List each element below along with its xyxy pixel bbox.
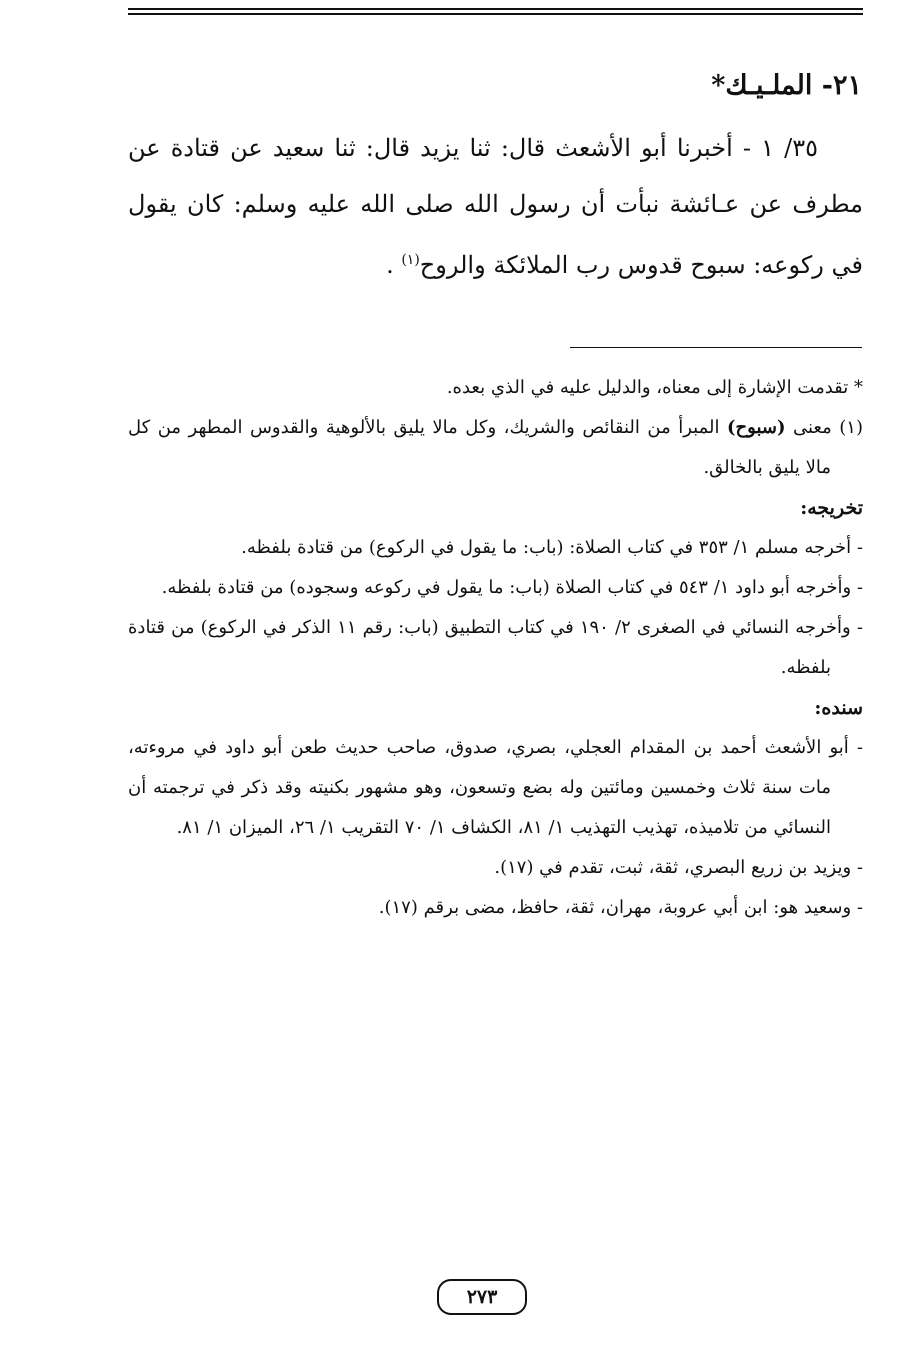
footnote-ref: (١) — [401, 252, 420, 268]
sanad-item: - ويزيد بن زريع البصري، ثقة، ثبت، تقدم في (١٧). — [494, 857, 863, 878]
hadith-end: . — [386, 251, 402, 279]
footnotes — [128, 368, 863, 928]
takhrij-item: - وأخرجه النسائي في الصغرى ٢/ ١٩٠ في كتاب التطبيق (باب: رقم ١١ الذكر في الركوع) من قتادة بلفظه. — [128, 617, 863, 678]
takhrij-item: - وأخرجه أبو داود ١/ ٥٤٣ في كتاب الصلاة (باب: ما يقول في ركوعه وسجوده) من قتادة بلفظه. — [161, 577, 863, 598]
page-number: ٢٧٣ — [437, 1279, 527, 1315]
note-1 — [128, 408, 863, 488]
footnote-separator — [570, 347, 862, 348]
sanad-title: سنده: — [814, 697, 863, 719]
note-1-term: (سبوح) — [727, 417, 786, 438]
takhrij-title: تخريجه: — [800, 497, 863, 519]
note-1-prefix: (١) معنى — [785, 417, 863, 438]
top-rule — [128, 8, 863, 10]
top-rule-second — [128, 13, 863, 15]
takhrij-item: - أخرجه مسلم ١/ ٣٥٣ في كتاب الصلاة: (باب: ما يقول في الركوع) من قتادة بلفظه. — [241, 537, 863, 558]
sanad-item: - أبو الأشعث أحمد بن المقدام العجلي، بصري، صدوق، صاحب حديث طعن أبو داود في مروءته، مات سنة ثلاث وخمسين ومائتين وله بضع وتسعون، وهو مشهور بكنيته وقد ذكر في ترجمته أن النسائي من تلاميذه، تهذيب التهذيب ١/ ٨١، الكشاف ١/ ٧٠ التقريب ١/ ٢٦، الميزان ١/ ٨١. — [128, 737, 863, 838]
note-1-text: المبرأ من النقائص والشريك، وكل مالا يليق بالألوهية والقدوس المطهر من كل مالا يليق بالخالق. — [128, 417, 831, 478]
note-star: * تقدمت الإشارة إلى معناه، والدليل عليه في الذي بعده. — [446, 377, 863, 398]
hadith-text — [128, 120, 863, 293]
section-heading: ٢١- الملـيـك* — [711, 70, 862, 101]
hadith-body: ٣٥/ ١ - أخبرنا أبو الأشعث قال: ثنا يزيد قال: ثنا سعيد عن قتادة عن مطرف عن عـائشة نبأت أن رسول الله صلى الله عليه وسلم: كان يقول في ركوعه: سبوح قدوس رب الملائكة والروح — [128, 134, 863, 279]
sanad-item: - وسعيد هو: ابن أبي عروبة، مهران، ثقة، حافظ، مضى برقم (١٧). — [378, 897, 863, 918]
